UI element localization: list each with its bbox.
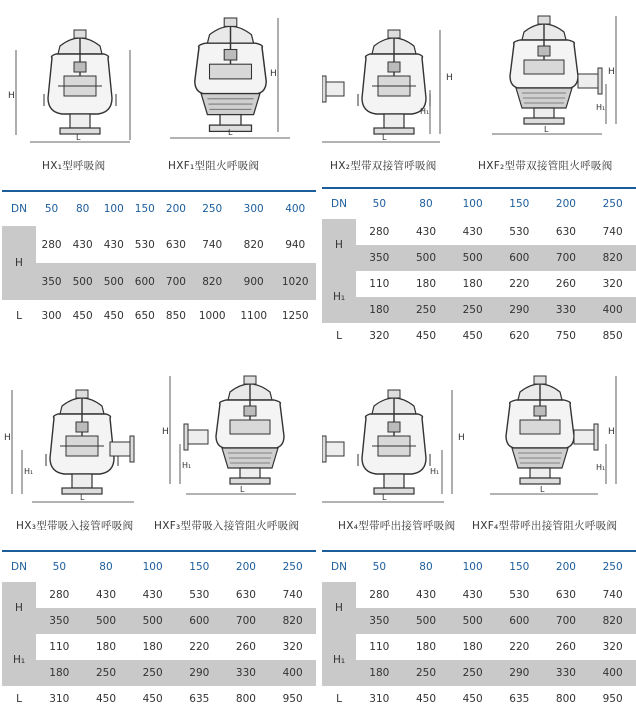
figures-row xyxy=(2,0,316,185)
header-cell: 80 xyxy=(419,198,433,210)
table-header-row xyxy=(2,192,316,226)
table-cell: 110 xyxy=(369,278,390,290)
header-cell: 300 xyxy=(243,203,264,215)
row-label-h: H xyxy=(322,219,356,271)
hxf1-diagram xyxy=(160,4,310,150)
header-cell: DN xyxy=(331,198,347,210)
dim-h-label: H xyxy=(608,67,615,77)
table-cell: 430 xyxy=(72,238,93,251)
dimension-table-2 xyxy=(322,187,636,349)
table-cell: 750 xyxy=(555,330,576,342)
table-row xyxy=(322,219,636,245)
table-cell: 110 xyxy=(369,641,390,653)
table-cell: 630 xyxy=(235,589,256,601)
table-cell: 1250 xyxy=(281,310,309,322)
table-cell: 950 xyxy=(602,693,623,705)
header-cell: DN xyxy=(11,203,27,215)
header-cell: 50 xyxy=(372,198,387,210)
table-cell: 180 xyxy=(462,641,483,653)
table-cell: 530 xyxy=(509,589,530,601)
table-cell: 350 xyxy=(369,615,390,627)
table-cell: 450 xyxy=(415,330,436,342)
header-cell: 200 xyxy=(555,561,576,573)
hxf4-valve-drawing xyxy=(482,364,632,514)
dim-l-label: L xyxy=(80,493,85,502)
table-cell: 290 xyxy=(509,304,530,316)
dim-l-label: L xyxy=(544,125,549,134)
table-cell: 290 xyxy=(509,667,530,679)
table-cell: 180 xyxy=(462,278,483,290)
row-label-l: L xyxy=(16,310,22,322)
table-cell: 430 xyxy=(103,238,124,251)
table-cell: 620 xyxy=(509,330,530,342)
table-cell: 500 xyxy=(462,252,483,264)
header-cell: 150 xyxy=(189,561,210,573)
table-row xyxy=(322,297,636,323)
table-cell: 430 xyxy=(95,589,116,601)
table-cell: 350 xyxy=(49,615,70,627)
header-cell: 400 xyxy=(285,203,306,215)
table-row xyxy=(322,271,636,297)
table-cell: 250 xyxy=(462,667,483,679)
table-cell: 700 xyxy=(555,615,576,627)
table-cell: 180 xyxy=(369,667,390,679)
header-cell: 50 xyxy=(52,561,67,573)
table-cell: 180 xyxy=(369,304,390,316)
table-cell: 820 xyxy=(602,252,623,264)
hxf1-valve-drawing xyxy=(160,4,310,154)
table-row xyxy=(2,582,316,608)
table-cell: 530 xyxy=(134,238,155,251)
hx3-diagram xyxy=(2,370,152,510)
header-cell: 250 xyxy=(282,561,303,573)
dim-h1-label: H₁ xyxy=(596,103,606,112)
table-cell: 630 xyxy=(165,238,186,251)
table-cell: 260 xyxy=(555,278,576,290)
header-cell: 250 xyxy=(602,198,623,210)
row-label-h1: H₁ xyxy=(322,271,356,323)
table-cell: 220 xyxy=(189,641,210,653)
row-label-l: L xyxy=(336,330,342,342)
table-cell: 400 xyxy=(602,304,623,316)
hxf3-diagram xyxy=(160,364,310,510)
table-cell: 630 xyxy=(555,226,576,238)
caption-hxf2: HXF₂型带双接管阻火呼吸阀 xyxy=(478,160,613,172)
dim-h-label: H xyxy=(270,69,277,79)
table-cell: 450 xyxy=(462,330,483,342)
table-cell: 630 xyxy=(555,589,576,601)
row-label-h1: H₁ xyxy=(322,634,356,686)
header-cell: 100 xyxy=(103,203,124,215)
dim-h1-label: H₁ xyxy=(430,467,440,476)
table-cell: 320 xyxy=(602,278,623,290)
caption-hxf4: HXF₄型带呼出接管阻火呼吸阀 xyxy=(472,520,618,532)
section-hx4-hxf4 xyxy=(322,360,636,705)
table-row xyxy=(322,660,636,686)
table-cell: 1020 xyxy=(281,275,309,288)
table-cell: 940 xyxy=(285,238,306,251)
dim-h-label: H xyxy=(446,73,453,83)
table-cell: 250 xyxy=(415,304,436,316)
table-cell: 430 xyxy=(462,226,483,238)
table-cell: 250 xyxy=(462,304,483,316)
header-cell: 200 xyxy=(235,561,256,573)
hx2-valve-drawing xyxy=(322,10,472,154)
header-cell: 100 xyxy=(462,198,483,210)
table-cell: 260 xyxy=(555,641,576,653)
table-cell: 330 xyxy=(235,667,256,679)
table-cell: 1000 xyxy=(198,310,226,322)
table-header-row xyxy=(2,552,316,582)
table-cell: 850 xyxy=(165,310,186,322)
table-cell: 180 xyxy=(142,641,163,653)
header-cell: 50 xyxy=(372,561,387,573)
row-label-h: H xyxy=(2,582,36,634)
table-cell: 180 xyxy=(415,278,436,290)
table-row xyxy=(2,686,316,712)
header-cell: DN xyxy=(331,561,347,573)
table-cell: 820 xyxy=(243,238,264,251)
table-cell: 500 xyxy=(415,252,436,264)
table-cell: 740 xyxy=(282,589,303,601)
header-cell: DN xyxy=(11,561,27,573)
hx2-diagram xyxy=(322,10,472,150)
dim-l-label: L xyxy=(228,128,233,137)
table-row xyxy=(322,245,636,271)
dim-l-label: L xyxy=(240,485,245,494)
table-cell: 180 xyxy=(95,641,116,653)
dimension-table-3 xyxy=(2,550,316,712)
header-cell: 50 xyxy=(44,203,59,215)
table-row xyxy=(322,582,636,608)
caption-hxf1: HXF₁型阻火呼吸阀 xyxy=(168,160,260,172)
figures-row xyxy=(2,360,316,545)
table-cell: 740 xyxy=(602,226,623,238)
table-cell: 600 xyxy=(134,275,155,288)
table-row xyxy=(2,634,316,660)
hxf3-valve-drawing xyxy=(160,364,310,514)
dim-h1-label: H₁ xyxy=(596,463,606,472)
table-cell: 800 xyxy=(235,693,256,705)
figures-row xyxy=(322,360,636,545)
table-cell: 430 xyxy=(415,226,436,238)
table-cell: 450 xyxy=(462,693,483,705)
table-cell: 500 xyxy=(415,615,436,627)
row-label-h: H xyxy=(322,582,356,634)
dim-h-label: H xyxy=(608,427,615,437)
hx3-valve-drawing xyxy=(2,370,152,514)
header-cell: 100 xyxy=(142,561,163,573)
header-cell: 250 xyxy=(202,203,223,215)
caption-hx3: HX₃型带吸入接管呼吸阀 xyxy=(16,520,134,532)
table-cell: 250 xyxy=(142,667,163,679)
table-cell: 740 xyxy=(602,589,623,601)
table-cell: 450 xyxy=(103,310,124,322)
table-cell: 450 xyxy=(142,693,163,705)
table-row xyxy=(2,263,316,300)
header-cell: 200 xyxy=(165,203,186,215)
table-cell: 350 xyxy=(41,275,62,288)
table-cell: 180 xyxy=(49,667,70,679)
caption-hxf3: HXF₃型带吸入接管阻火呼吸阀 xyxy=(154,520,300,532)
table-cell: 330 xyxy=(555,667,576,679)
table-cell: 635 xyxy=(509,693,530,705)
table-cell: 400 xyxy=(602,667,623,679)
dim-h1-label: H₁ xyxy=(182,461,192,470)
table-cell: 500 xyxy=(142,615,163,627)
table-cell: 310 xyxy=(369,693,390,705)
table-cell: 600 xyxy=(509,252,530,264)
section-hx3-hxf3 xyxy=(2,360,316,705)
header-cell: 100 xyxy=(462,561,483,573)
figures-row xyxy=(322,0,636,185)
table-cell: 450 xyxy=(415,693,436,705)
table-cell: 500 xyxy=(95,615,116,627)
dim-h-label: H xyxy=(162,427,169,437)
table-header-row xyxy=(322,189,636,219)
table-row xyxy=(2,660,316,686)
hx4-valve-drawing xyxy=(322,370,472,514)
table-cell: 300 xyxy=(41,310,62,322)
table-cell: 320 xyxy=(602,641,623,653)
dimension-table-4 xyxy=(322,550,636,712)
table-cell: 500 xyxy=(462,615,483,627)
row-label-l: L xyxy=(16,693,22,705)
table-cell: 180 xyxy=(415,641,436,653)
hx4-diagram xyxy=(322,370,472,510)
table-cell: 430 xyxy=(142,589,163,601)
header-cell: 80 xyxy=(419,561,433,573)
row-label-h: H xyxy=(2,226,36,300)
table-cell: 110 xyxy=(49,641,70,653)
table-cell: 530 xyxy=(509,226,530,238)
table-cell: 700 xyxy=(555,252,576,264)
table-cell: 635 xyxy=(189,693,210,705)
table-cell: 350 xyxy=(369,252,390,264)
table-cell: 280 xyxy=(369,589,390,601)
table-cell: 290 xyxy=(189,667,210,679)
table-cell: 430 xyxy=(415,589,436,601)
section-hx1-hxf1 xyxy=(2,0,316,322)
table-cell: 600 xyxy=(509,615,530,627)
header-cell: 80 xyxy=(99,561,113,573)
caption-hx2: HX₂型带双接管呼吸阀 xyxy=(330,160,437,172)
table-cell: 310 xyxy=(49,693,70,705)
header-cell: 200 xyxy=(555,198,576,210)
table-cell: 530 xyxy=(189,589,210,601)
table-cell: 260 xyxy=(235,641,256,653)
table-cell: 250 xyxy=(95,667,116,679)
dim-h-label: H xyxy=(458,433,465,443)
table-cell: 450 xyxy=(95,693,116,705)
hx1-diagram xyxy=(2,10,152,150)
dim-l-label: L xyxy=(382,493,387,502)
table-row xyxy=(2,300,316,332)
header-cell: 250 xyxy=(602,561,623,573)
dim-h1-label: H₁ xyxy=(420,107,430,116)
dim-l-label: L xyxy=(76,133,81,142)
table-cell: 320 xyxy=(282,641,303,653)
dim-l-label: L xyxy=(382,133,387,142)
hxf2-valve-drawing xyxy=(482,4,632,154)
table-cell: 280 xyxy=(369,226,390,238)
table-cell: 600 xyxy=(189,615,210,627)
table-cell: 220 xyxy=(509,641,530,653)
header-cell: 80 xyxy=(75,203,90,215)
table-cell: 320 xyxy=(369,330,390,342)
table-cell: 500 xyxy=(103,275,124,288)
table-cell: 950 xyxy=(282,693,303,705)
table-header-row xyxy=(322,552,636,582)
table-cell: 220 xyxy=(509,278,530,290)
dimension-table-1 xyxy=(2,190,316,332)
header-cell: 150 xyxy=(134,203,155,215)
header-cell: 150 xyxy=(509,198,530,210)
table-cell: 400 xyxy=(282,667,303,679)
table-cell: 430 xyxy=(462,589,483,601)
table-cell: 280 xyxy=(41,238,62,251)
table-cell: 330 xyxy=(555,304,576,316)
table-cell: 820 xyxy=(202,275,223,288)
table-cell: 800 xyxy=(555,693,576,705)
caption-hx1: HX₁型呼吸阀 xyxy=(42,160,106,172)
table-cell: 850 xyxy=(602,330,623,342)
table-row xyxy=(322,323,636,349)
hx1-valve-drawing xyxy=(2,10,152,154)
table-cell: 450 xyxy=(72,310,93,322)
row-label-h1: H₁ xyxy=(2,634,36,686)
table-cell: 1100 xyxy=(240,310,268,322)
table-row xyxy=(2,608,316,634)
section-hx2-hxf2 xyxy=(322,0,636,342)
table-row xyxy=(2,226,316,263)
table-row xyxy=(322,634,636,660)
table-cell: 250 xyxy=(415,667,436,679)
table-row xyxy=(322,608,636,634)
table-cell: 900 xyxy=(243,275,264,288)
caption-hx4: HX₄型带呼出接管呼吸阀 xyxy=(338,520,456,532)
dim-l-label: L xyxy=(540,485,545,494)
table-cell: 650 xyxy=(134,310,155,322)
table-cell: 820 xyxy=(282,615,303,627)
table-cell: 700 xyxy=(235,615,256,627)
dim-h1-label: H₁ xyxy=(24,467,34,476)
table-cell: 280 xyxy=(49,589,70,601)
header-cell: 150 xyxy=(509,561,530,573)
table-cell: 740 xyxy=(202,238,223,251)
table-cell: 700 xyxy=(165,275,186,288)
hxf4-diagram xyxy=(482,364,632,510)
hxf2-diagram xyxy=(482,4,632,150)
dim-h-label: H xyxy=(4,433,11,443)
row-label-l: L xyxy=(336,693,342,705)
table-cell: 500 xyxy=(72,275,93,288)
table-row xyxy=(322,686,636,712)
table-cell: 820 xyxy=(602,615,623,627)
dim-h-label: H xyxy=(8,91,15,101)
